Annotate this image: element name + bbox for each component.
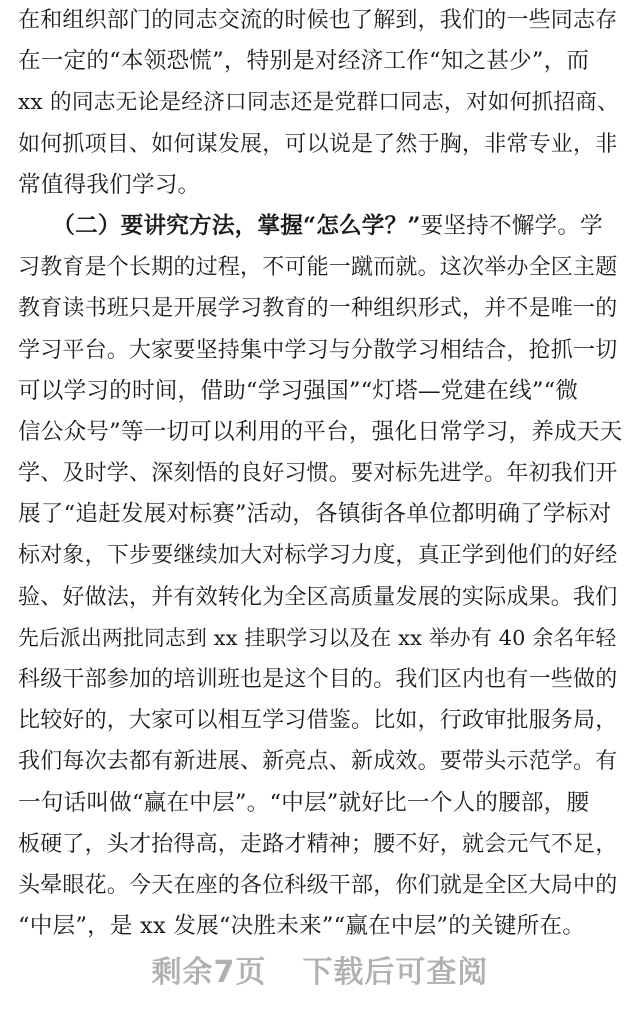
line-text: 标对象，下步要继续加大对标学习力度，真正学到他们的好经 — [18, 543, 618, 569]
text-line — [18, 453, 624, 494]
line-text: 习教育是个长期的过程，不可能一蹴而就。这次举办全区主题 — [18, 255, 618, 281]
text-line — [18, 247, 624, 288]
line-text: 先后派出两批同志到 xx 挂职学习以及在 xx 举办有 40 余名年轻 — [18, 625, 617, 650]
text-line — [18, 206, 624, 247]
line-text: 展了“追赶发展对标赛”活动，各镇街各单位都明确了学标对 — [18, 501, 612, 528]
line-text: 在一定的“本领恐慌”，特别是对经济工作“知之甚少”，而 — [18, 48, 590, 75]
line-text: 信公众号”等一切可以利用的平台，强化日常学习，养成天天 — [18, 418, 623, 445]
text-line — [18, 494, 624, 535]
text-line — [18, 0, 624, 41]
text-line — [18, 535, 624, 576]
line-text: 验、好做法，并有效转化为全区高质量发展的实际成果。我们 — [18, 584, 618, 610]
text-line — [18, 865, 624, 906]
text-line — [18, 741, 624, 782]
text-line — [18, 330, 624, 371]
line-text: 要坚持不懈学。学 — [420, 212, 603, 239]
text-line — [18, 124, 624, 165]
text-line — [18, 659, 624, 700]
line-text: 学、及时学、深刻悟的良好习惯。要对标先进学。年初我们开 — [18, 461, 618, 487]
text-line — [18, 783, 624, 824]
line-text: 在和组织部门的同志交流的时候也了解到，我们的一些同志存 — [18, 8, 618, 33]
line-text: xx 的同志无论是经济口同志还是党群口同志，对如何抓招商、 — [18, 90, 620, 116]
text-line — [18, 41, 624, 82]
line-text: “中层”，是 xx 发展“决胜未来”“赢在中层”的关键所在。 — [18, 913, 586, 940]
line-text: 板硬了，头才抬得高，走路才精神；腰不好，就会元气不足， — [18, 831, 618, 857]
text-line — [18, 82, 624, 123]
text-line — [18, 824, 624, 865]
section-heading: （二）要讲究方法，掌握“怎么学？” — [18, 212, 421, 239]
line-text: 教育读书班只是开展学习教育的一种组织形式，并不是唯一的 — [18, 296, 618, 322]
download-banner[interactable] — [0, 948, 640, 998]
text-line — [18, 288, 624, 329]
line-text: 科级干部参加的培训班也是这个目的。我们区内也有一些做的 — [18, 667, 618, 692]
text-line — [18, 700, 624, 741]
line-text: 学习平台。大家要坚持集中学习与分散学习相结合，抢抓一切 — [18, 337, 618, 363]
line-text: 如何抓项目、如何谋发展，可以说是了然于胸，非常专业，非 — [18, 131, 618, 157]
remaining-pages-label: 剩余7页 — [151, 955, 267, 990]
line-text: 常值得我们学习。 — [18, 171, 201, 198]
text-line — [18, 618, 624, 659]
line-text: 可以学习的时间，借助“学习强国”“灯塔—党建在线”“微 — [18, 377, 579, 404]
text-line — [18, 165, 624, 206]
line-text: 比较好的，大家可以相互学习借鉴。比如，行政审批服务局， — [18, 708, 618, 734]
download-to-view-link[interactable]: 下载后可查阅 — [302, 955, 489, 990]
text-line — [18, 577, 624, 618]
document-body — [18, 0, 624, 947]
line-text: 一句话叫做“赢在中层”。“中层”就好比一个人的腰部，腰 — [18, 789, 590, 816]
text-line — [18, 906, 624, 947]
line-text: 头晕眼花。今天在座的各位科级干部，你们就是全区大局中的 — [18, 872, 618, 898]
line-text: 我们每次去都有新进展、新亮点、新成效。要带头示范学。有 — [18, 749, 618, 775]
text-line — [18, 371, 624, 412]
text-line — [18, 412, 624, 453]
